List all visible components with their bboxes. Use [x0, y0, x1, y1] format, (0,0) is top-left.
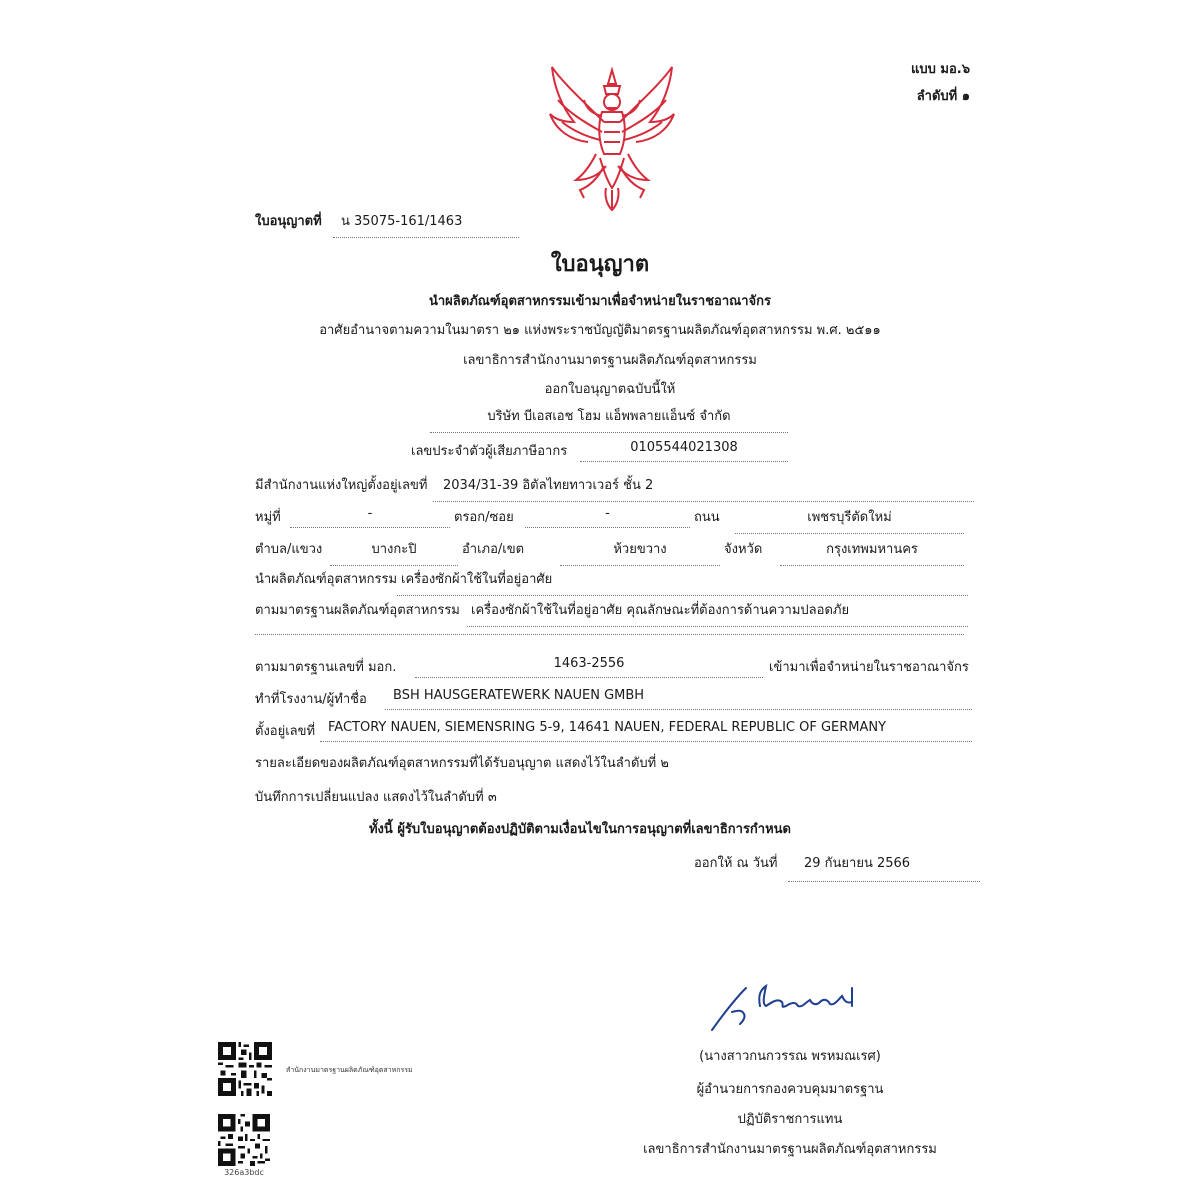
tax-value: 0105544021308: [580, 440, 788, 462]
qr-caption: สำนักงานมาตรฐานผลิตภัณฑ์อุตสาหกรรม: [286, 1066, 413, 1074]
issue-line: ออกใบอนุญาตฉบับนี้ให้: [544, 382, 676, 397]
issued-label: ออกให้ ณ วันที่: [694, 856, 778, 871]
standard-continuation-line: [255, 626, 964, 635]
standard-no-value: 1463-2556: [415, 656, 763, 678]
authority-line: อาศัยอำนาจตามความในมาตรา ๒๑ แห่งพระราชบัญญัติมาตรฐานผลิตภัณฑ์อุตสาหกรรม พ.ศ. ๒๕๑๑: [319, 323, 881, 338]
district-value: ห้วยขวาง: [560, 538, 720, 566]
product-label: นำผลิตภัณฑ์อุตสาหกรรม: [255, 572, 398, 587]
product-value: เครื่องซักผ้าใช้ในที่อยู่อาศัย: [397, 568, 968, 596]
standard-label: ตามมาตรฐานผลิตภัณฑ์อุตสาหกรรม: [255, 603, 460, 618]
standard-no-label: ตามมาตรฐานเลขที่ มอก.: [255, 660, 397, 675]
road-label: ถนน: [694, 510, 720, 525]
soi-label: ตรอก/ซอย: [454, 510, 514, 525]
company-name: บริษัท บีเอสเอช โฮม แอ็พพลายแอ็นซ์ จำกัด: [430, 405, 788, 433]
standard-value: เครื่องซักผ้าใช้ในที่อยู่อาศัย คุณลักษณะที่ต้องการด้านความปลอดภัย: [467, 599, 968, 627]
subtitle: นำผลิตภัณฑ์อุตสาหกรรมเข้ามาเพื่อจำหน่ายในราชอาณาจักร: [429, 294, 771, 309]
province-value: กรุงเทพมหานคร: [780, 538, 964, 566]
factory-address-label: ตั้งอยู่เลขที่: [255, 724, 316, 739]
signer-position: ผู้อำนวยการกองควบคุมมาตรฐาน: [696, 1082, 884, 1097]
form-code: แบบ มอ.๖: [911, 62, 970, 77]
qr-code-icon: [218, 1042, 272, 1096]
condition-line: ทั้งนี้ ผู้รับใบอนุญาตต้องปฏิบัติตามเงื่อนไขในการอนุญาตที่เลขาธิการกำหนด: [368, 822, 791, 837]
secretary-line: เลขาธิการสำนักงานมาตรฐานผลิตภัณฑ์อุตสาหกรรม: [463, 353, 757, 368]
moo-value: -: [290, 506, 450, 528]
factory-label: ทำที่โรงงาน/ผู้ทำชื่อ: [255, 692, 367, 707]
signature: [706, 976, 864, 1034]
signer-name: (นางสาวกนกวรรณ พรหมณเรศ): [699, 1049, 881, 1064]
subdistrict-label: ตำบล/แขวง: [255, 542, 323, 557]
district-label: อำเภอ/เขต: [462, 542, 525, 557]
factory-value: BSH HAUSGERATEWERK NAUEN GMBH: [385, 688, 972, 710]
license-no-label: ใบอนุญาตที่: [255, 214, 322, 229]
qr-code-text: 326a3bdc: [224, 1168, 264, 1177]
issued-value: 29 กันยายน 2566: [788, 852, 980, 882]
office-label: มีสำนักงานแห่งใหญ่ตั้งอยู่เลขที่: [255, 478, 428, 493]
moo-label: หมู่ที่: [255, 510, 281, 525]
subdistrict-value: บางกะปิ: [330, 538, 458, 566]
license-no-value: น 35075-161/1463: [333, 210, 519, 238]
signer-org: เลขาธิการสำนักงานมาตรฐานผลิตภัณฑ์อุตสาหกรรม: [643, 1142, 937, 1157]
form-order: ลำดับที่ ๑: [916, 89, 970, 104]
province-label: จังหวัด: [724, 542, 763, 557]
details-line: รายละเอียดของผลิตภัณฑ์อุตสาหกรรมที่ได้รับอนุญาต แสดงไว้ในลำดับที่ ๒: [255, 756, 669, 771]
changes-line: บันทึกการเปลี่ยนแปลง แสดงไว้ในลำดับที่ ๓: [255, 790, 497, 805]
page-title: ใบอนุญาต: [550, 252, 650, 277]
office-value: 2034/31-39 อิตัลไทยทาวเวอร์ ชั้น 2: [433, 474, 974, 502]
qr-code-icon: [218, 1114, 270, 1166]
tax-label: เลขประจำตัวผู้เสียภาษีอากร: [411, 444, 568, 459]
standard-no-suffix: เข้ามาเพื่อจำหน่ายในราชอาณาจักร: [769, 660, 969, 675]
road-value: เพชรบุรีตัดใหม่: [735, 506, 964, 534]
garuda-emblem: [544, 62, 680, 212]
soi-value: -: [525, 506, 690, 528]
factory-address-value: FACTORY NAUEN, SIEMENSRING 5-9, 14641 NAUEN, FEDERAL REPUBLIC OF GERMANY: [320, 720, 972, 742]
signer-acting: ปฏิบัติราชการแทน: [737, 1112, 843, 1127]
